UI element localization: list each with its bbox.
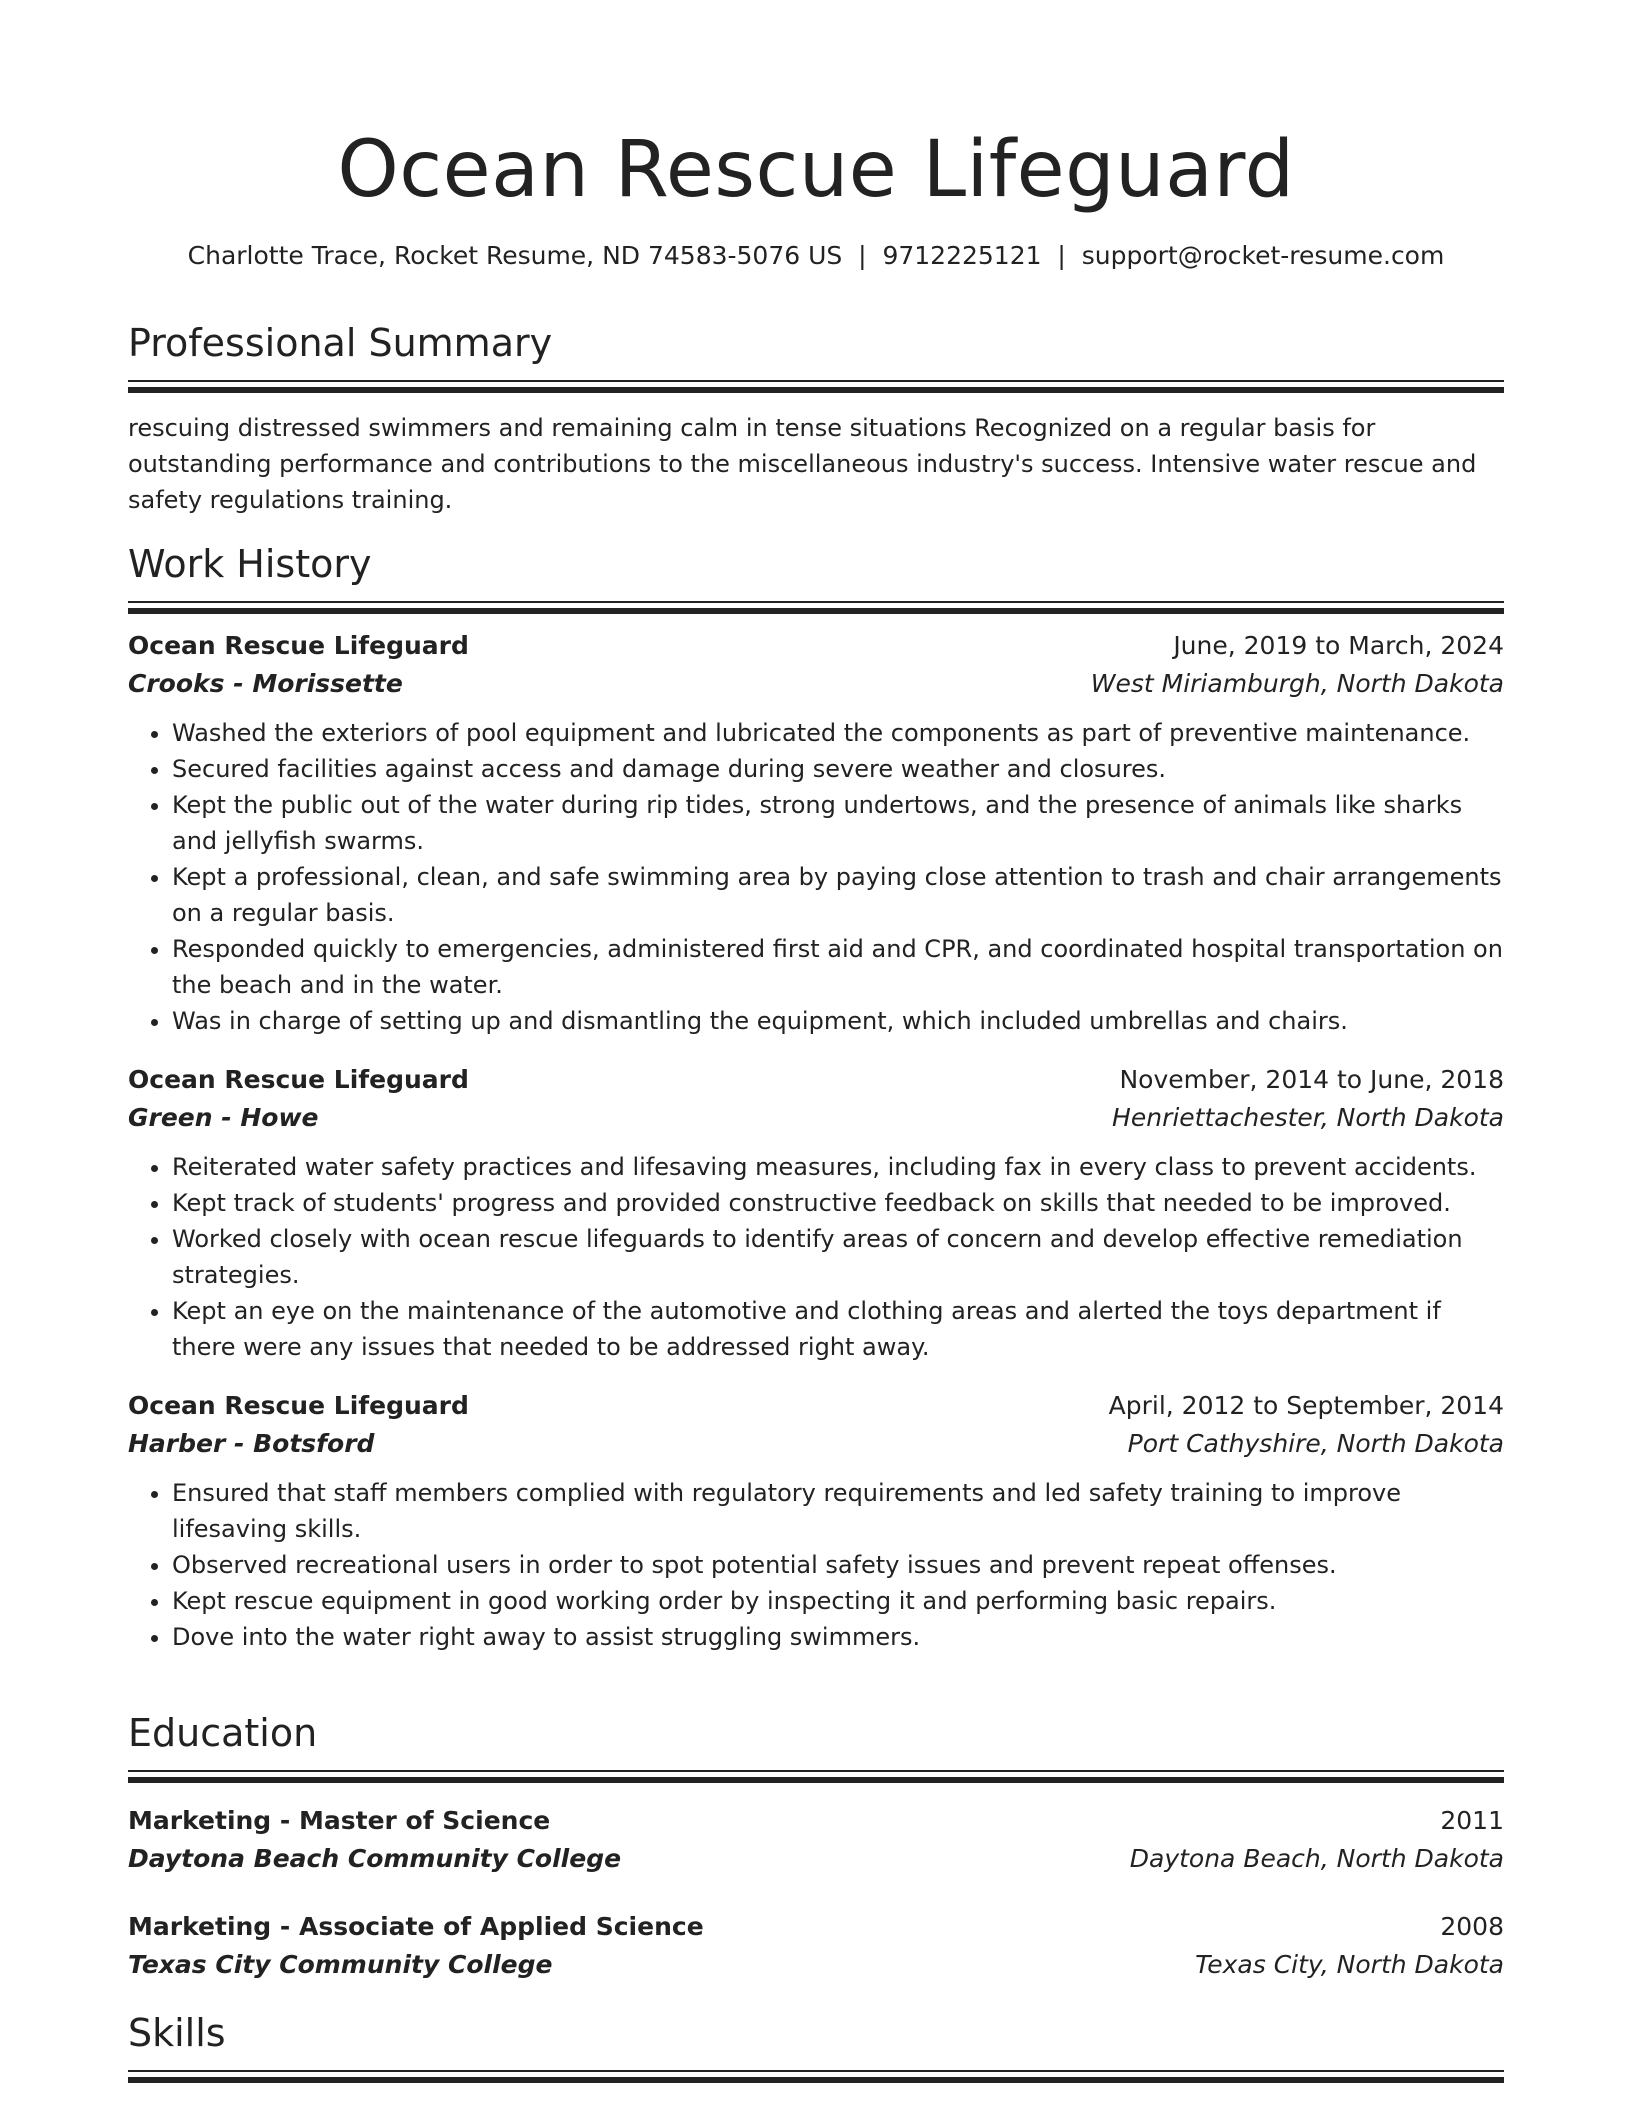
list-item: • Reiterated water safety practices and lifesaving measures, including fax in every class to prevent accidents. bbox=[172, 1149, 1504, 1185]
contact-line: Charlotte Trace, Rocket Resume, ND 74583-5076 US | 9712225121 | support@rocket-resume.com bbox=[187, 241, 1445, 270]
job-company: Green - Howe bbox=[128, 1103, 319, 1132]
job-company: Harber - Botsford bbox=[128, 1429, 375, 1458]
education-entry bbox=[128, 1802, 1504, 1878]
job-entry bbox=[128, 1061, 1504, 1365]
skills-section bbox=[128, 2008, 1504, 2084]
school-name: Daytona Beach Community College bbox=[128, 1844, 622, 1873]
job-title: Ocean Rescue Lifeguard bbox=[128, 1065, 469, 1094]
education-section bbox=[128, 1708, 1504, 1984]
list-item: • Kept a professional, clean, and safe swimming area by paying close attention to trash and chair arrangements on a regular basis. bbox=[172, 859, 1504, 931]
list-item: • Dove into the water right away to assist struggling swimmers. bbox=[172, 1619, 1504, 1655]
degree: Marketing - Associate of Applied Science bbox=[128, 1912, 704, 1941]
job-dates: April, 2012 to September, 2014 bbox=[1108, 1391, 1504, 1420]
summary-section bbox=[128, 318, 1504, 518]
job-bullets bbox=[128, 1475, 1504, 1655]
job-entry bbox=[128, 627, 1504, 1039]
job-title: Ocean Rescue Lifeguard bbox=[128, 1391, 469, 1420]
education-entry bbox=[128, 1908, 1504, 1984]
list-item: • Observed recreational users in order to spot potential safety issues and prevent repeat offenses. bbox=[172, 1547, 1504, 1583]
job-location: Port Cathyshire, North Dakota bbox=[1127, 1429, 1504, 1458]
list-item: • Kept the public out of the water during rip tides, strong undertows, and the presence of animals like sharks and jellyfish swarms. bbox=[172, 787, 1504, 859]
degree: Marketing - Master of Science bbox=[128, 1806, 551, 1835]
job-dates: November, 2014 to June, 2018 bbox=[1119, 1065, 1504, 1094]
graduation-year: 2008 bbox=[1440, 1912, 1504, 1941]
section-heading: Work History bbox=[128, 542, 372, 586]
job-company: Crooks - Morissette bbox=[128, 669, 403, 698]
list-item: • Kept track of students' progress and provided constructive feedback on skills that needed to be improved. bbox=[172, 1185, 1504, 1221]
section-divider bbox=[128, 2070, 1504, 2084]
summary-text: rescuing distressed swimmers and remaining calm in tense situations Recognized on a regular basis for outstanding performance and contributions to the miscellaneous industry's success. Intensive water rescue and safety regulations training. bbox=[128, 414, 1477, 514]
section-divider bbox=[128, 601, 1504, 615]
section-divider bbox=[128, 1770, 1504, 1784]
graduation-year: 2011 bbox=[1440, 1806, 1504, 1835]
job-title: Ocean Rescue Lifeguard bbox=[128, 631, 469, 660]
school-name: Texas City Community College bbox=[128, 1950, 553, 1979]
list-item: • Worked closely with ocean rescue lifeguards to identify areas of concern and develop effective remediation strategies. bbox=[172, 1221, 1504, 1293]
school-location: Daytona Beach, North Dakota bbox=[1129, 1844, 1504, 1873]
job-bullets bbox=[128, 1149, 1504, 1365]
list-item: • Ensured that staff members complied with regulatory requirements and led safety training to improve lifesaving skills. bbox=[172, 1475, 1504, 1547]
job-bullets bbox=[128, 715, 1504, 1039]
list-item: • Responded quickly to emergencies, administered first aid and CPR, and coordinated hospital transportation on the beach and in the water. bbox=[172, 931, 1504, 1003]
section-heading: Skills bbox=[128, 2011, 226, 2055]
list-item: • Kept rescue equipment in good working order by inspecting it and performing basic repairs. bbox=[172, 1583, 1504, 1619]
job-dates: June, 2019 to March, 2024 bbox=[1173, 631, 1504, 660]
school-location: Texas City, North Dakota bbox=[1195, 1950, 1504, 1979]
job-location: Henriettachester, North Dakota bbox=[1112, 1103, 1504, 1132]
work-history-section bbox=[128, 539, 1504, 1655]
resume-title: Ocean Rescue Lifeguard bbox=[337, 125, 1295, 215]
section-divider bbox=[128, 380, 1504, 394]
list-item: • Washed the exteriors of pool equipment and lubricated the components as part of preventive maintenance. bbox=[172, 715, 1504, 751]
list-item: • Was in charge of setting up and dismantling the equipment, which included umbrellas and chairs. bbox=[172, 1003, 1504, 1039]
list-item: • Kept an eye on the maintenance of the automotive and clothing areas and alerted the toys department if there were any issues that needed to be addressed right away. bbox=[172, 1293, 1504, 1365]
section-heading: Professional Summary bbox=[128, 321, 553, 365]
job-location: West Miriamburgh, North Dakota bbox=[1090, 669, 1504, 698]
section-heading: Education bbox=[128, 1711, 318, 1755]
job-entry bbox=[128, 1387, 1504, 1655]
list-item: • Secured facilities against access and damage during severe weather and closures. bbox=[172, 751, 1504, 787]
